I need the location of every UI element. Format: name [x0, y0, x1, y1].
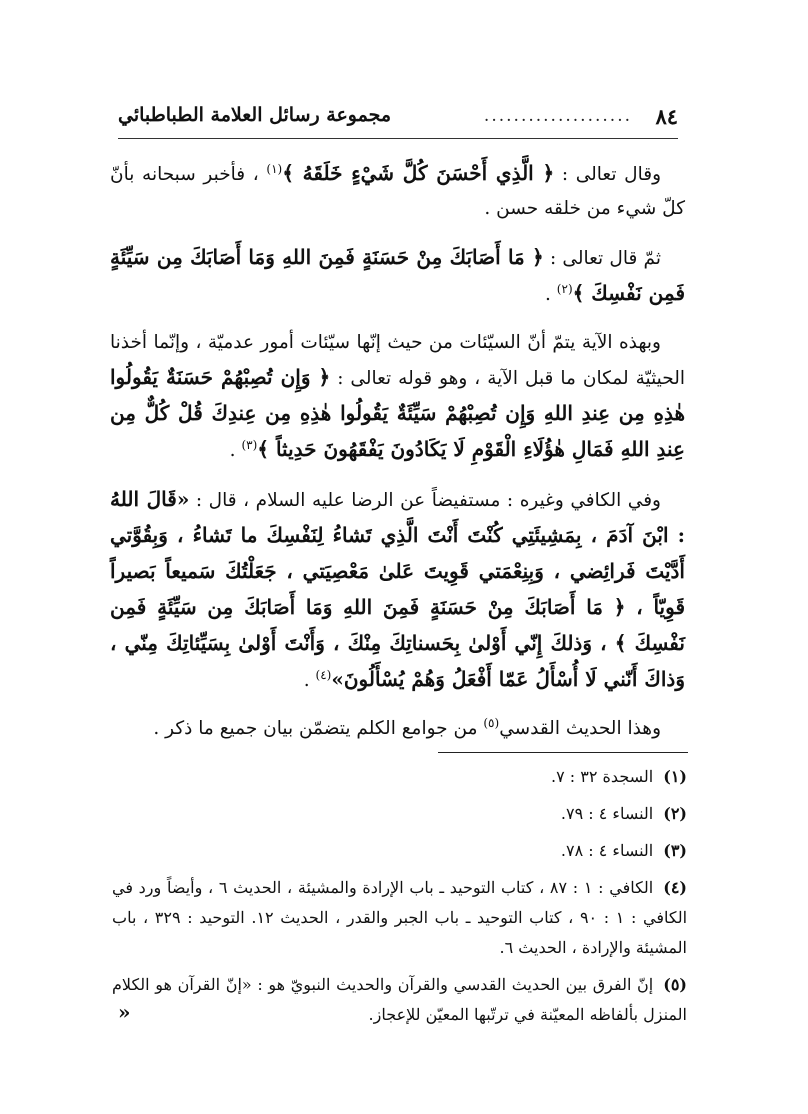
quoted-text: ﴿ مَا أَصَابَكَ مِنْ حَسَنَةٍ فَمِنَ اللهِ وَمَا أَصَابَكَ مِن سَيِّئَةٍ فَمِن نَفْسِكَ ﴾ — [110, 245, 685, 305]
footnote-number: (٣) — [663, 841, 687, 860]
text-run: وقال تعالى : — [554, 164, 661, 185]
quoted-text: ﴿ وَإِن تُصِبْهُمْ حَسَنَةٌ يَقُولُوا هٰذِهِ مِن عِندِ اللهِ وَإِن تُصِبْهُمْ سَيِّئَةٌ يَقُولُوا هٰذِهِ مِن عِندِكَ قُلْ كُلٌّ مِن عِندِ اللهِ فَمَالِ هٰؤُلَاءِ الْقَوْمِ لَا يَكَادُونَ يَفْقَهُونَ حَدِيثاً ﴾ — [110, 365, 685, 461]
paragraph — [110, 482, 685, 698]
header-rule — [118, 138, 678, 139]
continuation-mark: » — [118, 1000, 131, 1024]
footnote-text: النساء ٤ : ٧٩. — [560, 804, 654, 823]
text-run: . — [545, 284, 557, 305]
page-number: ٨٤ — [655, 104, 678, 129]
quoted-text: ﴿ الَّذِي أَحْسَنَ كُلَّ شَيْءٍ خَلَقَهُ ﴾ — [282, 161, 555, 185]
footnote — [112, 762, 687, 792]
paragraph — [110, 712, 685, 746]
footnote-separator — [438, 752, 688, 753]
text-run: . — [229, 440, 242, 461]
book-title: مجموعة رسائل العلامة الطباطبائي — [118, 104, 392, 126]
footnote-number: (٢) — [663, 804, 687, 823]
footnotes — [112, 762, 687, 1037]
footnote-number: (١) — [663, 767, 687, 786]
footnote — [112, 836, 687, 866]
paragraph — [110, 240, 685, 312]
footnote-ref: (٥) — [483, 715, 500, 730]
paragraph — [110, 326, 685, 468]
footnote-ref: (٢) — [556, 281, 573, 296]
footnote-text: النساء ٤ : ٧٨. — [560, 841, 654, 860]
text-run: من جوامع الكلم يتضمّن بيان جميع ما ذكر . — [153, 718, 484, 739]
footnote-text: إنّ الفرق بين الحديث القدسي والقرآن والحديث النبويّ هو : «إنّ القرآن هو الكلام المنزل بألفاظه المعيّنة في ترتّبها المعيّن للإعجاز. — [112, 975, 687, 1024]
footnote-text: السجدة ٣٢ : ٧. — [551, 767, 654, 786]
main-text — [110, 156, 685, 746]
footnote — [112, 873, 687, 963]
quoted-text: «قَالَ اللهُ : ابْنَ آدَمَ ، بِمَشِيئَتِي كُنْتَ أَنْتَ الَّذِي تَشاءُ لِنَفْسِكَ ما تَشاءُ ، وَبِقُوَّتي أَدَّيْتَ فَرائِضي ، وَبِنِعْمَتي قَوِيتَ عَلىٰ مَعْصِيَتي ، جَعَلْتُكَ سَميعاً بَصيراً قَوِيّاً ، ﴿ مَا أَصَابَكَ مِنْ حَسَنَةٍ فَمِنَ اللهِ وَمَا أَصَابَكَ مِن سَيِّئَةٍ فَمِن نَفْسِكَ ﴾ ، وَذلكَ إِنّي أَوْلىٰ بِحَسناتِكَ مِنْكَ ، وَأَنْتَ أَوْلىٰ بِسَيِّئاتِكَ مِنّي ، وَذاكَ أَنّني لَا أُسْأَلُ عَمّا أَفْعَلُ وَهُمْ يُسْأَلُونَ» — [110, 487, 685, 691]
text-run: وهذا الحديث القدسي — [499, 718, 661, 739]
text-run: . — [303, 670, 316, 691]
footnote — [112, 970, 687, 1030]
running-header — [118, 100, 678, 138]
text-run: ، فأخبر سبحانه بأنّ كلّ شيء من خلقه حسن . — [110, 164, 685, 219]
header-dots: .................... — [483, 106, 632, 126]
footnote-ref: (٤) — [315, 667, 332, 682]
footnote-text: الكافي : ١ : ٨٧ ، كتاب التوحيد ـ باب الإرادة والمشيئة ، الحديث ٦ ، وأيضاً ورد في الكافي : ١ : ٩٠ ، كتاب التوحيد ـ باب الجبر والقدر ، الحديث ١٢. التوحيد : ٣٢٩ ، باب المشيئة والإرادة ، الحديث ٦. — [112, 878, 688, 957]
footnote-number: (٥) — [663, 975, 687, 994]
footnote — [112, 799, 687, 829]
footnote-number: (٤) — [663, 878, 687, 897]
text-run: ثمّ قال تعالى : — [543, 248, 661, 269]
text-run: وبهذه الآية يتمّ أنّ السيّئات من حيث إنّها سيّئات أمور عدميّة ، وإنّما أخذنا الحيثيّة لمكان ما قبل الآية ، وهو قوله تعالى : — [110, 332, 685, 389]
text-run: وفي الكافي وغيره : مستفيضاً عن الرضا عليه السلام ، قال : — [189, 490, 661, 511]
footnote-ref: (٣) — [241, 437, 258, 452]
paragraph — [110, 156, 685, 226]
footnote-ref: (١) — [266, 161, 283, 176]
